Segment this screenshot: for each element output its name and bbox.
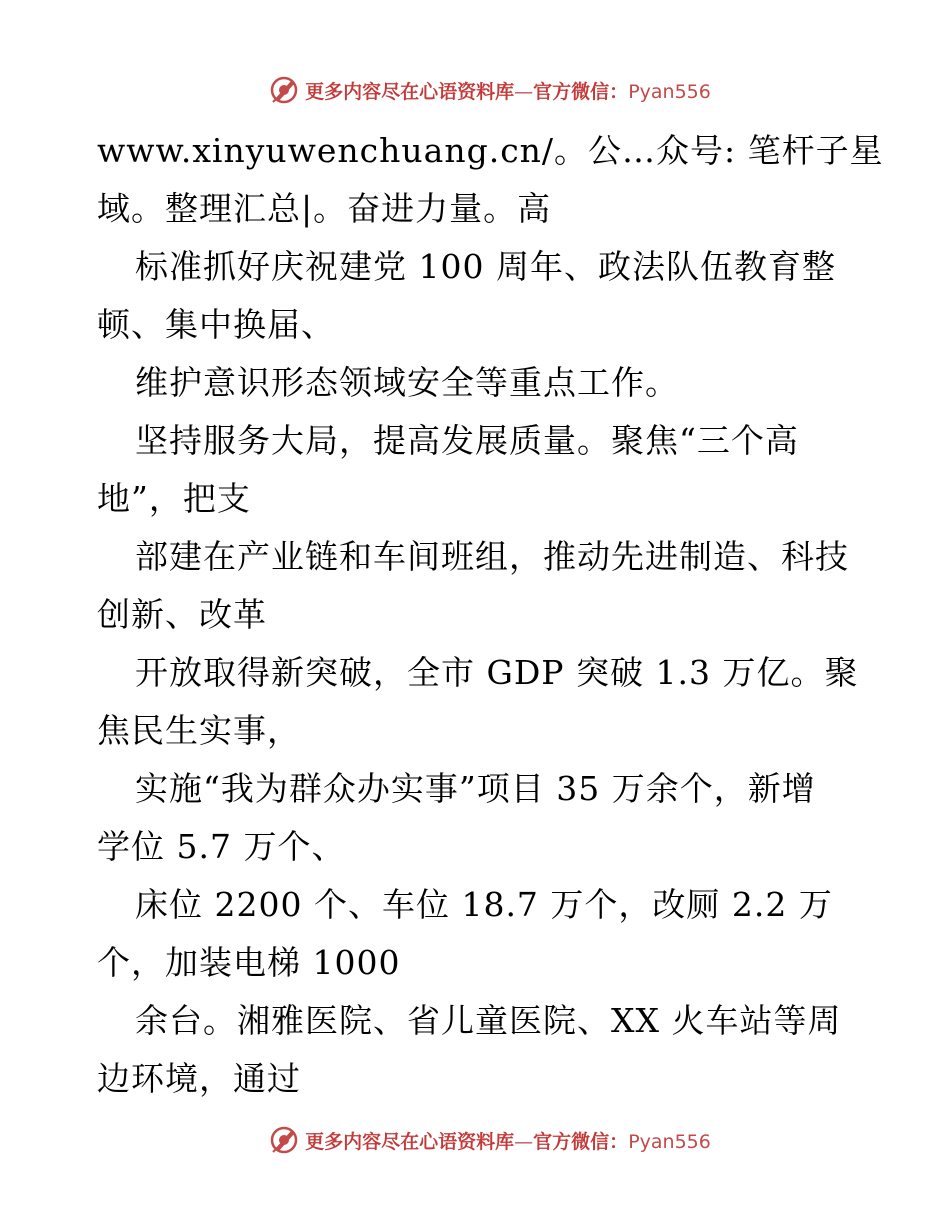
banner-dash: — (514, 1130, 534, 1153)
banner-official-label: 官方微信： (533, 1130, 629, 1153)
banner-main-text: 更多内容尽在心语资料库 (305, 80, 515, 103)
footer-banner-text (305, 1127, 711, 1154)
text-line: 地”，把支 (97, 479, 251, 518)
text-line: 床位 2200 个、车位 18.7 万个，改厕 2.2 万 (135, 885, 833, 924)
text-line: 个，加装电梯 1000 (97, 943, 401, 982)
text-line: 实施“我为群众办实事”项目 35 万余个，新增 (135, 769, 816, 808)
header-banner (0, 70, 950, 110)
header-banner-text (305, 77, 711, 104)
text-line: 开放取得新突破，全市 GDP 突破 1.3 万亿。聚 (135, 653, 859, 692)
banner-official-label: 官方微信： (533, 80, 629, 103)
text-line: 维护意识形态领域安全等重点工作。 (135, 363, 679, 402)
text-line: 边环境，通过 (97, 1059, 301, 1098)
text-line: 学位 5.7 万个、 (97, 827, 346, 866)
footer-banner (0, 1120, 950, 1160)
text-line: 坚持服务大局，提高发展质量。聚焦“三个高 (135, 421, 799, 460)
text-line: 余台。湘雅医院、省儿童医院、XX 火车站等周 (135, 1001, 842, 1040)
banner-wechat-id: Pyan556 (628, 80, 711, 103)
text-line: 域。整理汇总|。奋进力量。高 (97, 189, 552, 228)
banner-wechat-id: Pyan556 (628, 1130, 711, 1153)
text-line: 顿、集中换届、 (97, 305, 335, 344)
text-line: 标准抓好庆祝建党 100 周年、政法队伍教育整 (135, 247, 836, 286)
text-line: 部建在产业链和车间班组，推动先进制造、科技 (135, 537, 849, 576)
text-line: 创新、改革 (97, 595, 267, 634)
pen-circle-logo-icon (269, 1125, 299, 1155)
pen-circle-logo-icon (269, 75, 299, 105)
text-line: 焦民生实事， (97, 711, 301, 750)
document-body (97, 122, 884, 1108)
banner-main-text: 更多内容尽在心语资料库 (305, 1130, 515, 1153)
text-line: www.xinyuwenchuang.cn/。公…众号: 笔杆子星 (97, 131, 884, 170)
header-banner-inner (269, 75, 711, 105)
banner-dash: — (514, 80, 534, 103)
footer-banner-inner (269, 1125, 711, 1155)
